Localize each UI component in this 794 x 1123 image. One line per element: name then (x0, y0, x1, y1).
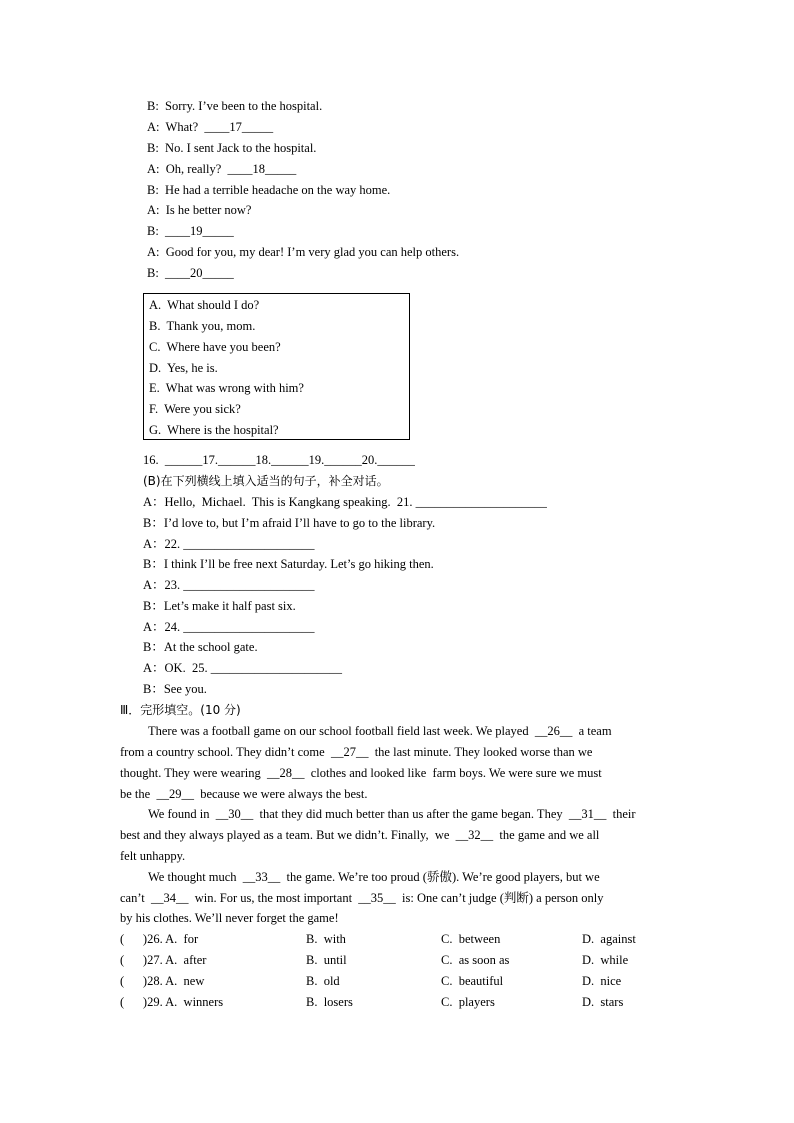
option-d: D. while (582, 953, 629, 967)
option-b: B. old (306, 974, 340, 988)
option-d: D. nice (582, 974, 622, 988)
passage-line: thought. They were wearing __28__ clothes and looked like farm boys. We were sure we must (120, 766, 602, 780)
option-d: D. stars (582, 995, 624, 1009)
passage-line: best and they always played as a team. But we didn’t. Finally, we __32__ the game and we all (120, 828, 600, 842)
option-item: C. Where have you been? (149, 340, 281, 354)
dialog1-line: B: ____19_____ (147, 224, 234, 238)
options-box (143, 293, 410, 440)
dialog2-line: B：I think I’ll be free next Saturday. Let’s go hiking then. (143, 557, 434, 571)
passage-line: by his clothes. We’ll never forget the game! (120, 911, 339, 925)
passage-line: can’t __34__ win. For us, the most important __35__ is: One can’t judge (判断) a person only (120, 891, 604, 905)
dialog1-line: A: Good for you, my dear! I’m very glad you can help others. (147, 245, 460, 259)
section-b-title: (B)在下列横线上填入适当的句子，补全对话。 (143, 474, 389, 488)
option-item: A. What should I do? (149, 298, 260, 312)
passage-line: There was a football game on our school football field last week. We played __26__ a team (148, 724, 612, 738)
dialog2-line: B：At the school gate. (143, 640, 258, 654)
dialog1-line: A: Is he better now? (147, 203, 252, 217)
answer-line: 16. ______17.______18.______19.______20.______ (143, 453, 415, 467)
option-item: D. Yes, he is. (149, 361, 218, 375)
dialog1-line: B: No. I sent Jack to the hospital. (147, 141, 317, 155)
passage-line: felt unhappy. (120, 849, 186, 863)
dialog2-line: B：See you. (143, 682, 207, 696)
dialog2-line: A：23. _____________________ (143, 578, 315, 592)
option-b: B. until (306, 953, 347, 967)
option-item: B. Thank you, mom. (149, 319, 256, 333)
question-stem: ( )28. A. new (120, 974, 205, 988)
dialog2-line: A：OK. 25. _____________________ (143, 661, 342, 675)
option-c: C. players (441, 995, 495, 1009)
dialog1-line: B: Sorry. I’ve been to the hospital. (147, 99, 323, 113)
passage-line: We thought much __33__ the game. We’re too proud (骄傲). We’re good players, but we (148, 870, 600, 884)
option-b: B. losers (306, 995, 353, 1009)
dialog2-line: A：Hello, Michael. This is Kangkang speaking. 21. _____________________ (143, 495, 547, 509)
question-stem: ( )27. A. after (120, 953, 207, 967)
dialog2-line: A：22. _____________________ (143, 537, 315, 551)
passage-line: We found in __30__ that they did much better than us after the game began. They __31__ their (148, 807, 636, 821)
dialog1-line: A: What? ____17_____ (147, 120, 274, 134)
question-stem: ( )26. A. for (120, 932, 199, 946)
option-d: D. against (582, 932, 636, 946)
passage-line: from a country school. They didn’t come __27__ the last minute. They looked worse than we (120, 745, 593, 759)
option-item: F. Were you sick? (149, 402, 241, 416)
option-item: E. What was wrong with him? (149, 381, 304, 395)
dialog1-line: B: ____20_____ (147, 266, 234, 280)
dialog2-line: B：Let’s make it half past six. (143, 599, 296, 613)
passage-line: be the __29__ because we were always the best. (120, 787, 368, 801)
option-c: C. beautiful (441, 974, 504, 988)
section-3-title: Ⅲ．完形填空。(10 分) (120, 703, 241, 717)
option-c: C. between (441, 932, 501, 946)
dialog1-line: A: Oh, really? ____18_____ (147, 162, 297, 176)
option-c: C. as soon as (441, 953, 510, 967)
dialog2-line: A：24. _____________________ (143, 620, 315, 634)
dialog1-line: B: He had a terrible headache on the way home. (147, 183, 391, 197)
option-b: B. with (306, 932, 346, 946)
option-item: G. Where is the hospital? (149, 423, 279, 437)
dialog2-line: B：I’d love to, but I’m afraid I’ll have to go to the library. (143, 516, 436, 530)
question-stem: ( )29. A. winners (120, 995, 224, 1009)
